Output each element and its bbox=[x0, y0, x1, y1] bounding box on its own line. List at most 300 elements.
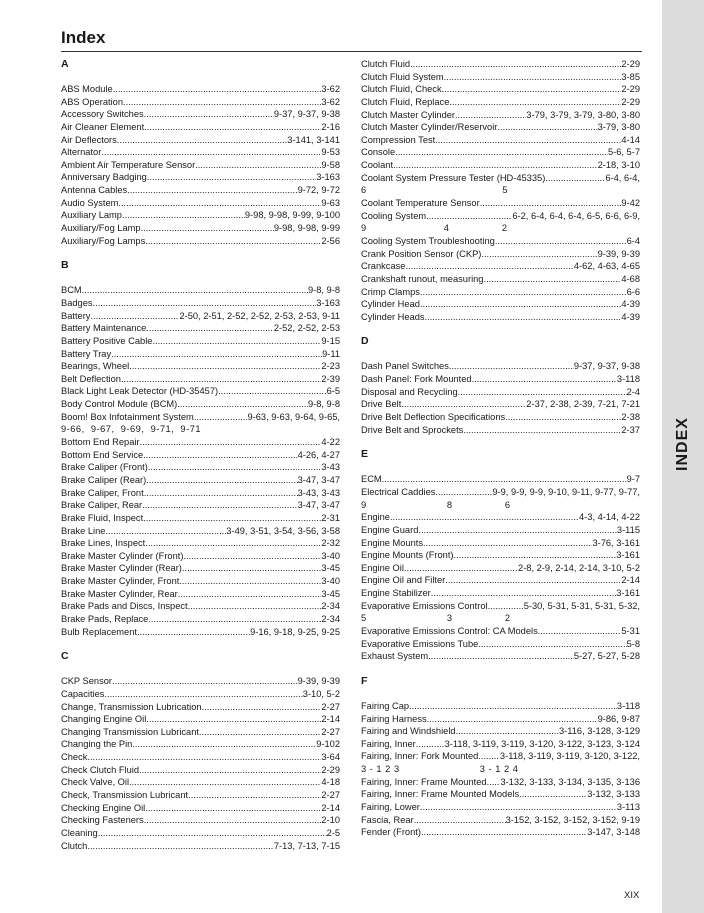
index-entry bbox=[361, 121, 640, 134]
page-title: Index bbox=[61, 28, 106, 47]
index-entry bbox=[361, 286, 640, 299]
index-entry-row bbox=[361, 235, 640, 248]
entry-term: Brake Caliper (Rear) bbox=[61, 474, 147, 485]
entry-term: Badges bbox=[61, 297, 93, 308]
index-entry-row bbox=[61, 461, 340, 474]
dot-leader bbox=[458, 386, 627, 399]
index-entry-row bbox=[61, 701, 340, 714]
entry-pages: 5-27, 5-27, 5-28 bbox=[573, 651, 640, 662]
entry-term: Fairing and Windshield bbox=[361, 726, 456, 737]
index-entry-row bbox=[361, 210, 640, 223]
entry-term: Cooling System Troubleshooting bbox=[361, 235, 495, 246]
index-entry-row bbox=[361, 486, 640, 499]
entry-pages: 2-38 bbox=[621, 412, 640, 423]
entry-term: Black Light Leak Detector (HD-35457) bbox=[61, 386, 219, 397]
dot-leader bbox=[122, 209, 245, 222]
entry-continuation: 9 4 2 bbox=[361, 223, 508, 234]
index-entry-row bbox=[361, 511, 640, 524]
index-entry-row bbox=[61, 550, 340, 563]
dot-leader bbox=[182, 562, 321, 575]
index-entry bbox=[361, 424, 640, 437]
entry-term: Capacities bbox=[61, 688, 105, 699]
entry-term: Electrical Caddies bbox=[361, 486, 436, 497]
entry-pages: 6-4, 6-4, bbox=[605, 172, 640, 183]
entry-term: Drive Belt and Sprockets bbox=[361, 424, 464, 435]
entry-pages: 4-62, 4-63, 4-65 bbox=[573, 261, 640, 272]
index-entry bbox=[61, 776, 340, 789]
entry-pages: 3-118 bbox=[616, 700, 640, 711]
dot-leader bbox=[118, 197, 321, 210]
entry-pages: 6-4 bbox=[626, 235, 640, 246]
index-entry bbox=[61, 449, 340, 462]
dot-leader bbox=[129, 360, 321, 373]
index-entry bbox=[61, 626, 340, 639]
index-entry-row bbox=[361, 650, 640, 663]
entry-pages: 3-85 bbox=[621, 71, 640, 82]
entry-term: Auxiliary/Fog Lamp bbox=[61, 223, 141, 234]
index-entry-row bbox=[61, 310, 340, 323]
entry-pages: 2-29 bbox=[321, 764, 340, 775]
entry-term: Coolant System Pressure Tester (HD-45335) bbox=[361, 172, 546, 183]
dot-leader bbox=[132, 738, 316, 751]
entry-term: Engine bbox=[361, 512, 390, 523]
index-entry-row bbox=[61, 512, 340, 525]
index-entry-row bbox=[61, 474, 340, 487]
entry-pages: 5-6, 5-7 bbox=[607, 147, 640, 158]
entry-pages: 2-50, 2-51, 2-52, 2-52, 2-53, 2-53, 9-11 bbox=[179, 310, 340, 321]
index-entry-row bbox=[61, 776, 340, 789]
entry-pages: 2-56 bbox=[321, 235, 340, 246]
entry-pages: 3-43 bbox=[321, 462, 340, 473]
index-entry-row bbox=[361, 146, 640, 159]
entry-term: Brake Fluid, Inspect bbox=[61, 512, 144, 523]
dot-leader bbox=[98, 827, 327, 840]
entry-pages: 9-72, 9-72 bbox=[297, 185, 340, 196]
dot-leader bbox=[420, 286, 627, 299]
index-entry-row bbox=[361, 600, 640, 613]
entry-term: Clutch Master Cylinder/Reservoir bbox=[361, 122, 498, 133]
index-entry-row bbox=[61, 134, 340, 147]
entry-term: Brake Master Cylinder, Front bbox=[61, 576, 180, 587]
dot-leader bbox=[449, 96, 621, 109]
entry-pages: 2-34 bbox=[321, 601, 340, 612]
index-entry bbox=[61, 562, 340, 575]
entry-pages: 3-115 bbox=[616, 524, 640, 535]
index-entry bbox=[61, 197, 340, 210]
index-entry-row bbox=[361, 134, 640, 147]
dot-leader bbox=[146, 713, 321, 726]
dot-leader bbox=[401, 398, 526, 411]
entry-pages: 2-27 bbox=[321, 701, 340, 712]
index-entry-row bbox=[61, 449, 340, 462]
index-entry bbox=[61, 235, 340, 248]
index-entry bbox=[361, 600, 640, 625]
index-entry-row bbox=[361, 172, 640, 185]
index-entry bbox=[61, 550, 340, 563]
dot-leader bbox=[414, 814, 506, 827]
entry-pages: 2-14 bbox=[321, 714, 340, 725]
side-tab-label: INDEX bbox=[674, 417, 691, 471]
index-entry bbox=[61, 802, 340, 815]
entry-pages: 2-10 bbox=[321, 815, 340, 826]
index-entry bbox=[361, 713, 640, 726]
entry-pages: 5-8 bbox=[626, 638, 640, 649]
entry-pages: 2-29 bbox=[621, 84, 640, 95]
index-entry-row bbox=[361, 96, 640, 109]
entry-term: Evaporative Emissions Tube bbox=[361, 638, 479, 649]
entry-pages: 3-152, 3-152, 3-152, 3-152, 9-19 bbox=[505, 814, 640, 825]
entry-pages: 2-23 bbox=[321, 361, 340, 372]
entry-pages: 2-37, 2-38, 2-39, 7-21, 7-21 bbox=[526, 399, 640, 410]
index-entry bbox=[61, 171, 340, 184]
entry-term: Clutch Master Cylinder bbox=[361, 109, 456, 120]
index-entry-row bbox=[61, 171, 340, 184]
entry-pages: 3-163 bbox=[316, 297, 340, 308]
index-entry bbox=[361, 373, 640, 386]
entry-term: Clutch Fluid, Replace bbox=[361, 96, 450, 107]
dot-leader bbox=[93, 297, 317, 310]
entry-term: ABS Operation bbox=[61, 96, 124, 107]
entry-term: Fascia, Rear bbox=[361, 814, 414, 825]
index-entry bbox=[61, 499, 340, 512]
index-entry-row bbox=[361, 473, 640, 486]
entry-term: Checking Fasteners bbox=[61, 815, 144, 826]
index-entry-row bbox=[361, 360, 640, 373]
entry-pages: 2-52, 2-52, 2-53 bbox=[273, 323, 340, 334]
entry-term: Coolant bbox=[361, 160, 394, 171]
entry-pages: 3-45 bbox=[321, 588, 340, 599]
dot-leader bbox=[202, 701, 322, 714]
entry-pages: 3-47, 3-47 bbox=[297, 500, 340, 511]
index-entry bbox=[361, 273, 640, 286]
entry-pages: 9-37, 9-37, 9-38 bbox=[273, 109, 340, 120]
index-entry bbox=[361, 96, 640, 109]
dot-leader bbox=[183, 550, 321, 563]
index-entry-row bbox=[61, 348, 340, 361]
index-entry-row bbox=[361, 58, 640, 71]
index-entry-row bbox=[61, 600, 340, 613]
index-entry-row bbox=[361, 197, 640, 210]
index-entry-row bbox=[61, 360, 340, 373]
entry-pages: 9-98, 9-98, 9-99 bbox=[273, 223, 340, 234]
entry-pages: 4-26, 4-27 bbox=[297, 449, 340, 460]
entry-term: Battery Maintenance bbox=[61, 323, 147, 334]
dot-leader bbox=[141, 222, 274, 235]
index-entry-row bbox=[61, 121, 340, 134]
dot-leader bbox=[111, 348, 322, 361]
index-entry bbox=[361, 235, 640, 248]
entry-pages: 9-63, 9-63, 9-64, 9-65, bbox=[247, 411, 340, 422]
index-entry-row bbox=[361, 638, 640, 651]
dot-leader bbox=[409, 700, 617, 713]
index-entry-row bbox=[61, 385, 340, 398]
entry-pages: 2-34 bbox=[321, 613, 340, 624]
index-entry-row bbox=[61, 537, 340, 550]
entry-pages: 5-31 bbox=[621, 625, 640, 636]
dot-leader bbox=[105, 525, 226, 538]
dot-leader bbox=[427, 713, 598, 726]
section-spacer bbox=[61, 663, 340, 675]
index-entry-row bbox=[61, 840, 340, 853]
entry-continuation: 5 3 2 bbox=[361, 613, 511, 624]
index-entry bbox=[61, 96, 340, 109]
entry-term: Engine Oil and Filter bbox=[361, 575, 446, 586]
entry-term: Crimp Clamps bbox=[361, 286, 420, 297]
entry-continuation: 6 5 bbox=[361, 185, 508, 196]
entry-pages: 4-14 bbox=[621, 134, 640, 145]
index-entry bbox=[61, 726, 340, 739]
entry-pages: 2-14 bbox=[621, 575, 640, 586]
entry-term: Engine Guard bbox=[361, 524, 419, 535]
index-entry bbox=[361, 58, 640, 71]
index-entry-row bbox=[361, 311, 640, 324]
dot-leader bbox=[82, 284, 308, 297]
section-letter: D bbox=[361, 335, 369, 348]
index-entry bbox=[361, 210, 640, 235]
dot-leader bbox=[418, 524, 617, 537]
index-entry bbox=[61, 789, 340, 802]
dot-leader bbox=[87, 840, 273, 853]
dot-leader bbox=[431, 587, 616, 600]
section-gap bbox=[361, 436, 640, 448]
index-entry-row bbox=[61, 588, 340, 601]
dot-leader bbox=[416, 738, 445, 751]
index-entry bbox=[361, 524, 640, 537]
entry-pages: 9-9, 9-9, 9-9, 9-10, 9-11, 9-77, 9-77, bbox=[492, 486, 640, 497]
index-entry-row bbox=[361, 725, 640, 738]
entry-term: Check Valve, Oil bbox=[61, 777, 130, 788]
entry-pages: 3-161 bbox=[616, 550, 640, 561]
dot-leader bbox=[148, 461, 322, 474]
index-entry-row bbox=[361, 537, 640, 550]
dot-leader bbox=[420, 801, 617, 814]
entry-term: Anniversary Badging bbox=[61, 172, 147, 183]
dot-leader bbox=[178, 588, 322, 601]
dot-leader bbox=[472, 373, 617, 386]
dot-leader bbox=[152, 335, 321, 348]
index-entry bbox=[61, 385, 340, 398]
entry-pages: 3-113 bbox=[616, 802, 640, 813]
index-entry-row bbox=[361, 801, 640, 814]
index-entry-row bbox=[61, 209, 340, 222]
entry-term: Battery Positive Cable bbox=[61, 335, 153, 346]
dot-leader bbox=[144, 487, 298, 500]
entry-term: Alternator bbox=[61, 147, 102, 158]
entry-term: Changing the Pin bbox=[61, 739, 133, 750]
dot-leader bbox=[104, 688, 302, 701]
index-entry bbox=[361, 562, 640, 575]
index-entry bbox=[361, 473, 640, 486]
entry-pages: 3-118, 3-119, 3-119, 3-120, 3-122, bbox=[499, 751, 640, 762]
dot-leader bbox=[188, 600, 322, 613]
section-spacer bbox=[61, 272, 340, 284]
entry-term: Engine Mounts bbox=[361, 537, 424, 548]
index-entry-row bbox=[61, 159, 340, 172]
entry-term: ABS Module bbox=[61, 84, 113, 94]
index-entry bbox=[61, 360, 340, 373]
index-entry bbox=[61, 284, 340, 297]
entry-term: Evaporative Emissions Control bbox=[361, 600, 488, 611]
entry-term: Engine Stabilizer bbox=[361, 588, 431, 599]
index-entry bbox=[61, 373, 340, 386]
index-entry-row bbox=[61, 626, 340, 639]
index-entry bbox=[361, 625, 640, 638]
entry-term: Brake Pads and Discs, Inspect bbox=[61, 601, 188, 612]
entry-pages: 3-40 bbox=[321, 576, 340, 587]
entry-pages: 4-22 bbox=[321, 437, 340, 448]
dot-leader bbox=[139, 764, 321, 777]
section-gap bbox=[61, 247, 340, 259]
index-entry bbox=[61, 398, 340, 411]
entry-pages: 6-6 bbox=[626, 286, 640, 297]
entry-term: Check bbox=[61, 752, 88, 763]
dot-leader bbox=[455, 109, 526, 122]
entry-pages: 3-118, 3-119, 3-119, 3-120, 3-122, 3-123, 3-124 bbox=[444, 738, 640, 749]
dot-leader bbox=[463, 424, 621, 437]
index-entry-row bbox=[61, 83, 340, 96]
entry-term: Audio System bbox=[61, 197, 119, 208]
entry-term: Crankcase bbox=[361, 261, 406, 272]
index-entry bbox=[361, 197, 640, 210]
index-entry bbox=[61, 751, 340, 764]
index-entry-row bbox=[61, 108, 340, 121]
index-entry-row bbox=[61, 235, 340, 248]
entry-term: Exhaust System bbox=[361, 651, 429, 662]
entry-pages: 2-4 bbox=[626, 386, 640, 397]
dot-leader bbox=[505, 411, 621, 424]
dot-leader bbox=[177, 398, 308, 411]
entry-term: Antenna Cables bbox=[61, 185, 128, 196]
index-entry-row bbox=[361, 776, 640, 789]
entry-term: Brake Master Cylinder, Rear bbox=[61, 588, 178, 599]
entry-term: Fairing, Inner: Frame Mounted bbox=[361, 776, 487, 787]
entry-pages: 4-68 bbox=[621, 273, 640, 284]
index-entry-row bbox=[61, 335, 340, 348]
entry-pages: 2-29 bbox=[621, 59, 640, 69]
entry-pages: 3-76, 3-161 bbox=[592, 537, 640, 548]
entry-pages: 6-2, 6-4, 6-4, 6-4, 6-5, 6-6, 6-9, bbox=[512, 210, 640, 221]
index-entry bbox=[61, 83, 340, 96]
entry-term: Bottom End Repair bbox=[61, 437, 140, 448]
entry-pages: 9-8, 9-8 bbox=[307, 399, 340, 410]
index-entry-row bbox=[61, 96, 340, 109]
entry-term: Clutch Fluid, Check bbox=[361, 84, 442, 95]
index-entry bbox=[61, 411, 340, 436]
index-entry bbox=[361, 725, 640, 738]
index-entry-row bbox=[61, 146, 340, 159]
index-entry bbox=[61, 688, 340, 701]
entry-term: Ambient Air Temperature Sensor bbox=[61, 159, 196, 170]
index-entry-row bbox=[361, 83, 640, 96]
entry-term: Body Control Module (BCM) bbox=[61, 399, 178, 410]
dot-leader bbox=[195, 159, 321, 172]
index-entry-row bbox=[361, 700, 640, 713]
index-entry bbox=[61, 575, 340, 588]
index-entry-row bbox=[361, 398, 640, 411]
index-entry-row bbox=[361, 549, 640, 562]
index-entry-row bbox=[361, 373, 640, 386]
index-entry bbox=[361, 311, 640, 324]
entry-term: Fender (Front) bbox=[361, 827, 421, 838]
entry-pages: 9-98, 9-98, 9-99, 9-100 bbox=[244, 210, 340, 221]
dot-leader bbox=[148, 613, 321, 626]
dot-leader bbox=[145, 537, 321, 550]
index-entry-row bbox=[61, 184, 340, 197]
index-entry bbox=[361, 109, 640, 122]
index-entry-row bbox=[361, 109, 640, 122]
index-entry bbox=[61, 713, 340, 726]
entry-pages: 2-32 bbox=[321, 538, 340, 549]
entry-pages: 9-16, 9-18, 9-25, 9-25 bbox=[250, 626, 340, 637]
dot-leader bbox=[112, 675, 298, 688]
section-gap bbox=[61, 638, 340, 650]
section-spacer bbox=[361, 348, 640, 360]
dot-leader bbox=[454, 549, 617, 562]
dot-leader bbox=[423, 537, 592, 550]
section-gap bbox=[361, 663, 640, 675]
index-entry bbox=[361, 587, 640, 600]
section-spacer bbox=[61, 71, 340, 83]
index-entry-row bbox=[361, 587, 640, 600]
entry-pages: 2-27 bbox=[321, 790, 340, 801]
entry-pages: 3-79, 3-79, 3-79, 3-80, 3-80 bbox=[526, 109, 640, 120]
dot-leader bbox=[145, 802, 321, 815]
entry-term: Fairing Cap bbox=[361, 700, 410, 711]
entry-term: Fairing, Inner: Fork Mounted bbox=[361, 751, 479, 762]
entry-pages: 2-16 bbox=[321, 121, 340, 132]
dot-leader bbox=[483, 273, 621, 286]
entry-term: Cleaning bbox=[61, 827, 98, 838]
dot-leader bbox=[478, 638, 626, 651]
index-entry-row bbox=[61, 197, 340, 210]
index-entry bbox=[361, 574, 640, 587]
dot-leader bbox=[456, 725, 559, 738]
entry-pages: 4-39 bbox=[621, 299, 640, 310]
dot-leader bbox=[121, 373, 321, 386]
entry-term: Battery Tray bbox=[61, 348, 112, 359]
entry-term: CKP Sensor bbox=[61, 676, 112, 687]
section-letter: C bbox=[61, 650, 69, 663]
entry-pages: 3-62 bbox=[321, 96, 340, 107]
entry-pages: 2-29 bbox=[621, 96, 640, 107]
dot-leader bbox=[123, 96, 321, 109]
index-entry-row bbox=[61, 738, 340, 751]
index-entry-row bbox=[61, 398, 340, 411]
index-entry bbox=[361, 801, 640, 814]
entry-term: Evaporative Emissions Control: CA Models bbox=[361, 625, 538, 636]
entry-term: Compression Test bbox=[361, 134, 436, 145]
index-entry bbox=[61, 525, 340, 538]
index-entry bbox=[61, 588, 340, 601]
dot-leader bbox=[143, 449, 297, 462]
dot-leader bbox=[435, 486, 492, 499]
entry-pages: 3-147, 3-148 bbox=[587, 827, 640, 838]
index-entry bbox=[61, 108, 340, 121]
index-entry bbox=[61, 134, 340, 147]
entry-pages: 9-58 bbox=[321, 159, 340, 170]
index-entry bbox=[361, 411, 640, 424]
page-number: XIX bbox=[624, 890, 640, 901]
dot-leader bbox=[146, 322, 274, 335]
entry-term: Change, Transmission Lubrication bbox=[61, 701, 202, 712]
entry-term: Cylinder Head bbox=[361, 299, 420, 310]
entry-term: Crank Position Sensor (CKP) bbox=[361, 248, 482, 259]
index-entry-row bbox=[361, 562, 640, 575]
dot-leader bbox=[390, 511, 579, 524]
index-entry-row bbox=[61, 284, 340, 297]
index-entry-row bbox=[61, 222, 340, 235]
dot-leader bbox=[426, 210, 512, 223]
